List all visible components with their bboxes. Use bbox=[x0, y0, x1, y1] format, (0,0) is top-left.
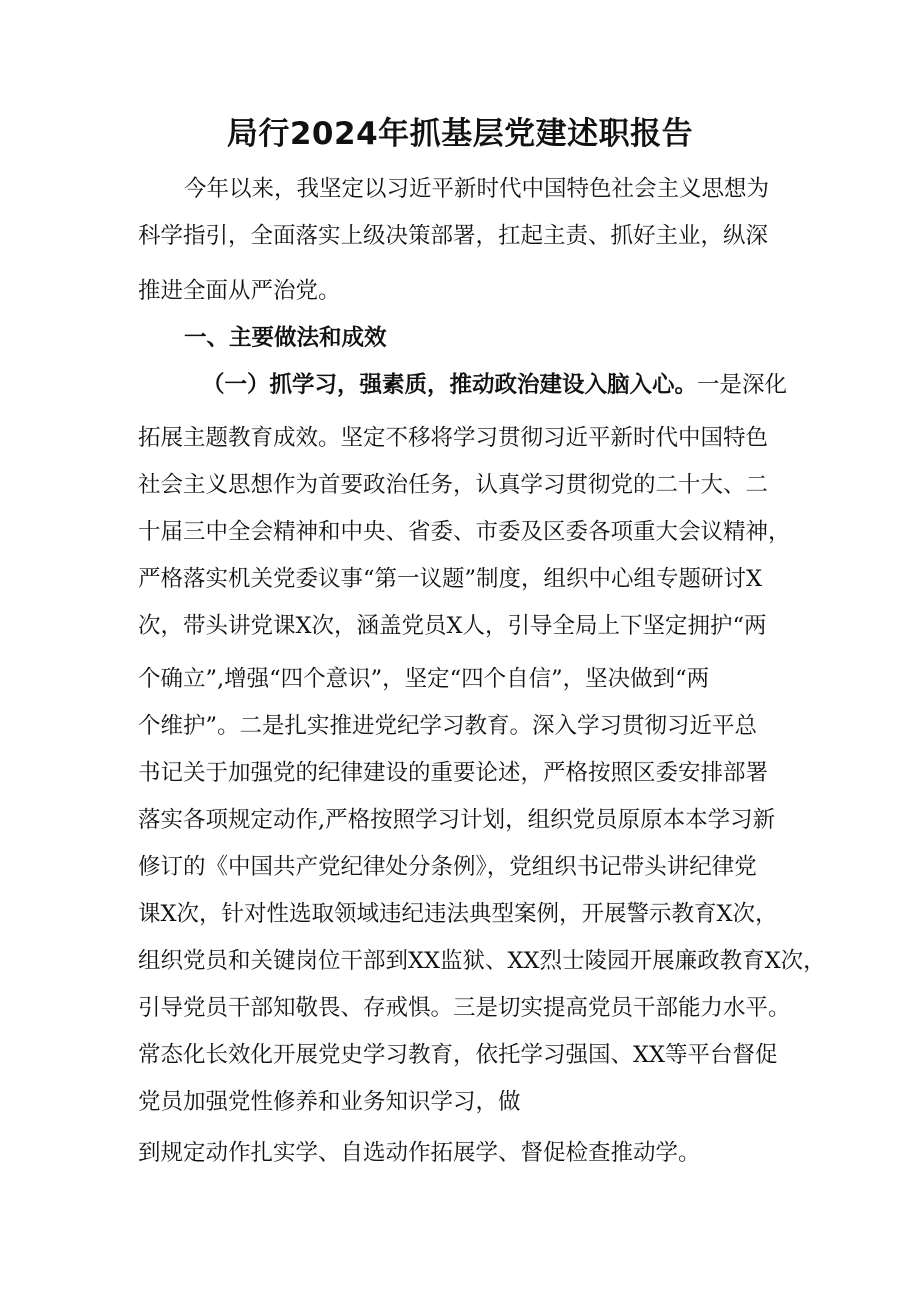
body-line: 社会主义思想作为首要政治任务，认真学习贯彻党的二十大、二 bbox=[138, 472, 769, 498]
intro-line-1: 今年以来，我坚定以习近平新时代中国特色社会主义思想为 bbox=[184, 176, 770, 202]
body-line: 次，带头讲党课X次，涵盖党员X人，引导全局上下坚定拥护“两 bbox=[138, 613, 767, 639]
subsection-first-line bbox=[202, 370, 802, 400]
body-line: 十届三中全会精神和中央、省委、市委及区委各项重大会议精神， bbox=[138, 519, 791, 545]
body-line: 到规定动作扎实学、自选动作拓展学、督促检查推动学。 bbox=[138, 1140, 701, 1166]
body-line: 落实各项规定动作,严格按照学习计划，组织党员原原本本学习新 bbox=[138, 807, 776, 833]
intro-line-3: 推进全面从严治党。 bbox=[138, 278, 341, 304]
body-line: 书记关于加强党的纪律建设的重要论述，严格按照区委安排部署 bbox=[138, 760, 769, 786]
body-line: 党员加强党性修养和业务知识学习，做 bbox=[138, 1089, 521, 1115]
body-line: 个维护”。二是扎实推进党纪学习教育。深入学习贯彻习近平总 bbox=[138, 713, 758, 739]
document-title: 局行2024年抓基层党建述职报告 bbox=[226, 116, 694, 152]
body-line: 组织党员和关键岗位干部到XX监狱、XX烈士陵园开展廉政教育X次， bbox=[138, 948, 826, 974]
subsection-first-line-rest: 一是深化 bbox=[697, 372, 788, 398]
section-heading: 一、主要做法和成效 bbox=[184, 325, 387, 351]
body-line: 拓展主题教育成效。坚定不移将学习贯彻习近平新时代中国特色 bbox=[138, 425, 769, 451]
intro-line-2: 科学指引，全面落实上级决策部署，扛起主责、抓好主业，纵深 bbox=[138, 223, 769, 249]
body-line: 课X次，针对性选取领域违纪违法典型案例，开展警示教育X次， bbox=[138, 901, 778, 927]
body-line: 引导党员干部知敬畏、存戒惧。三是切实提高党员干部能力水平。 bbox=[138, 995, 791, 1021]
body-line: 个确立”,增强“四个意识”，坚定“四个自信”，坚决做到“两 bbox=[138, 666, 710, 692]
body-line: 严格落实机关党委议事“第一议题”制度，组织中心组专题研讨X bbox=[138, 566, 763, 592]
body-line: 常态化长效化开展党史学习教育，依托学习强国、XX等平台督促 bbox=[138, 1042, 778, 1068]
body-line: 修订的《中国共产党纪律处分条例》，党组织书记带头讲纪律党 bbox=[138, 854, 757, 880]
subsection-heading: （一）抓学习，强素质，推动政治建设入脑入心。 bbox=[202, 372, 698, 398]
